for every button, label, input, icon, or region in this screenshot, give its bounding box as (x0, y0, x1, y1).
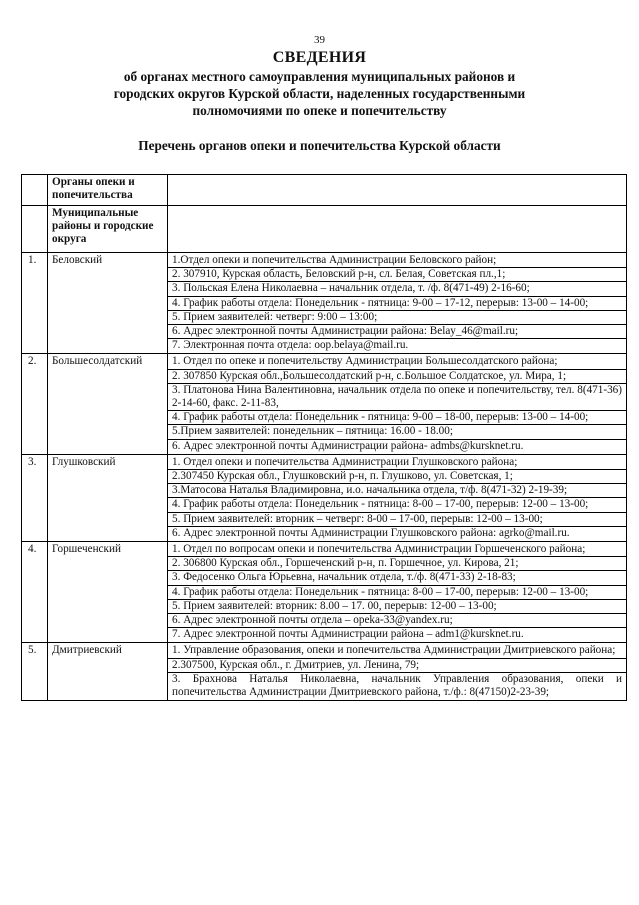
detail-line: 3. Федосенко Ольга Юрьевна, начальник отдела, т./ф. 8(471-33) 2-18-83; (168, 570, 626, 584)
table-cell (168, 175, 627, 206)
detail-line: 2. 306800 Курская обл., Горшеченский р-н, п. Горшечное, ул. Кирова, 21; (168, 556, 626, 570)
authority-details (168, 354, 627, 454)
detail-line: 2.307450 Курская обл., Глушковский р-н, п. Глушково, ул. Советская, 1; (168, 469, 626, 483)
detail-line: 3. Платонова Нина Валентиновна, начальник отдела по опеке и попечительству, тел. 8(471-36) 2-14-60, факс. 2-11-83, (168, 383, 626, 410)
detail-line: 2. 307910, Курская область, Беловский р-н, сл. Белая, Советская пл.,1; (168, 267, 626, 281)
detail-line: 6. Адрес электронной почты Администрации района- admbs@kursknet.ru. (168, 439, 626, 453)
detail-line: 5. Прием заявителей: вторник – четверг: 8-00 – 17-00, перерыв: 12-00 – 13-00; (168, 512, 626, 526)
row-number: 2. (22, 354, 48, 454)
table-body (22, 253, 627, 701)
header-districts: Муниципальные районы и городские округа (48, 206, 168, 253)
document-title: СВЕДЕНИЯ (272, 49, 367, 66)
subtitle-line: об органах местного самоуправления муниципальных районов и (123, 69, 516, 84)
header-authorities: Органы опеки и попечительства (48, 175, 168, 206)
detail-line: 2.307500, Курская обл., г. Дмитриев, ул. Ленина, 79; (168, 658, 626, 672)
table-cell (22, 206, 48, 253)
detail-line: 6. Адрес электронной почты Администрации района: Belay_46@mail.ru; (168, 324, 626, 338)
row-number: 1. (22, 253, 48, 354)
table-row (22, 454, 627, 541)
district-name: Глушковский (48, 454, 168, 541)
detail-line: 4. График работы отдела: Понедельник - пятница: 8-00 – 17-00, перерыв: 12-00 – 13-00; (168, 585, 626, 599)
subtitle-line: полномочиями по опеке и попечительству (192, 103, 447, 118)
authority-details (168, 454, 627, 541)
detail-line: 4. График работы отдела: Понедельник - пятница: 8-00 – 17-00, перерыв: 12-00 – 13-00; (168, 497, 626, 511)
table-cell (22, 175, 48, 206)
detail-line: 4. График работы отдела: Понедельник - пятница: 9-00 – 17-12, перерыв: 13-00 – 14-00; (168, 296, 626, 310)
detail-line: 7. Адрес электронной почты Администрации района – adm1@kursknet.ru. (168, 627, 626, 641)
table-header-row (22, 206, 627, 253)
table-cell (168, 206, 627, 253)
row-number: 4. (22, 542, 48, 643)
table-row (22, 643, 627, 701)
authority-details (168, 542, 627, 643)
detail-line: 6. Адрес электронной почты Администрации Глушковского района: agrko@mail.ru. (168, 526, 626, 540)
table-row (22, 354, 627, 454)
table-header-row (22, 175, 627, 206)
subtitle-line: городских округов Курской области, наделенных государственными (113, 86, 526, 101)
district-name: Дмитриевский (48, 643, 168, 701)
detail-line: 5.Прием заявителей: понедельник – пятница: 16.00 - 18.00; (168, 424, 626, 438)
table-row (22, 542, 627, 643)
district-name: Большесолдатский (48, 354, 168, 454)
district-name: Беловский (48, 253, 168, 354)
detail-line: 1. Отдел опеки и попечительства Администрации Глушковского района; (172, 455, 518, 468)
row-number: 5. (22, 643, 48, 701)
detail-line: 3. Брахнова Наталья Николаевна, начальник Управления образования, опеки и попечительства Администрации Дмитриевского района, т./ф.: 8(47150)2-23-39; (168, 672, 626, 699)
detail-line: 1.Отдел опеки и попечительства Администрации Беловского район; (172, 254, 497, 266)
authority-details (168, 253, 627, 354)
detail-line: 3. Польская Елена Николаевна – начальник отдела, т. /ф. 8(471-49) 2-16-60; (168, 281, 626, 295)
detail-line: 7. Электронная почта отдела: oop.belaya@mail.ru. (168, 338, 626, 352)
row-number: 3. (22, 454, 48, 541)
detail-line: 3.Матосова Наталья Владимировна, и.о. начальника отдела, т/ф. 8(471-32) 2-19-39; (168, 483, 626, 497)
authority-details (168, 643, 627, 701)
detail-line: 1. Управление образования, опеки и попечительства Администрации Дмитриевского района; (172, 644, 616, 657)
guardianship-table (21, 174, 627, 701)
table-row (22, 253, 627, 354)
detail-line: 5. Прием заявителей: четверг: 9:00 – 13:00; (168, 310, 626, 324)
detail-line: 2. 307850 Курская обл.,Большесолдатский р-н, с.Большое Солдатское, ул. Мира, 1; (168, 369, 626, 383)
detail-line: 4. График работы отдела: Понедельник - пятница: 9-00 – 18-00, перерыв: 13-00 – 14-00; (168, 410, 626, 424)
document-subtitle (60, 68, 579, 119)
detail-line: 1. Отдел по вопросам опеки и попечительства Администрации Горшеченского района; (172, 543, 586, 556)
detail-line: 1. Отдел по опеке и попечительству Администрации Большесолдатского района; (172, 355, 558, 368)
district-name: Горшеченский (48, 542, 168, 643)
section-title: Перечень органов опеки и попечительства Курской области (138, 138, 501, 153)
detail-line: 5. Прием заявителей: вторник: 8.00 – 17. 00, перерыв: 12-00 – 13-00; (168, 599, 626, 613)
detail-line: 6. Адрес электронной почты отдела – opeka-33@yandex.ru; (168, 613, 626, 627)
page-number: 39 (314, 34, 325, 46)
